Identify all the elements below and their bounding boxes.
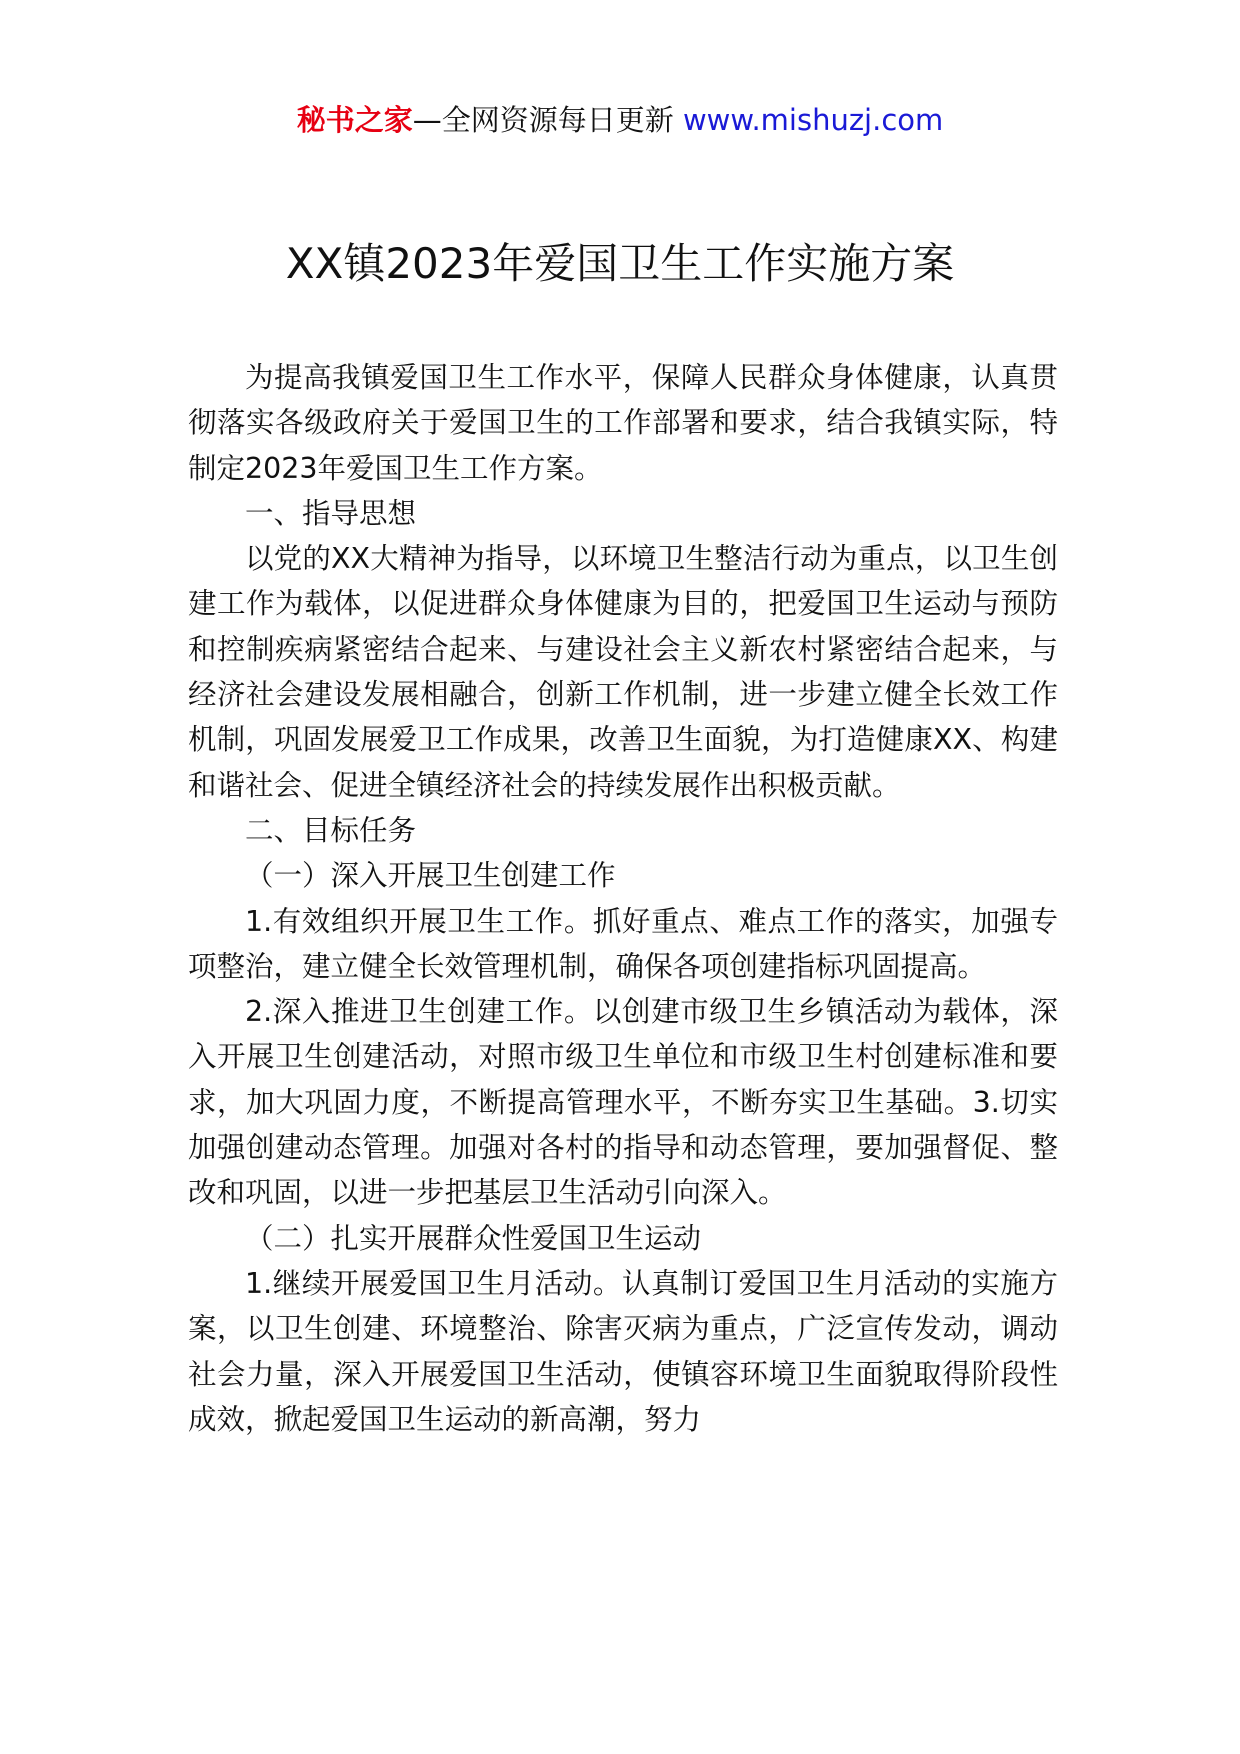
- health-creation-item-1: 1.有效组织开展卫生工作。抓好重点、难点工作的落实，加强专项整治，建立健全长效管理机制，确保各项创建指标巩固提高。: [188, 904, 1058, 983]
- mass-campaign-item-1: 1.继续开展爱国卫生月活动。认真制订爱国卫生月活动的实施方案，以卫生创建、环境整治、除害灭病为重点，广泛宣传发动，调动社会力量，深入开展爱国卫生活动，使镇容环境卫生面貌取得阶段性成效，掀起爱国卫生运动的新高潮，努力: [188, 1266, 1058, 1436]
- document-title: XX镇2023年爱国卫生工作实施方案: [285, 239, 955, 288]
- site-url-link[interactable]: www.mishuzj.com: [682, 103, 944, 137]
- section-heading-guiding-ideology: 一、指导思想: [245, 496, 417, 530]
- guiding-ideology-paragraph: 以党的XX大精神为指导，以环境卫生整洁行动为重点，以卫生创建工作为载体，以促进群众身体健康为目的，把爱国卫生运动与预防和控制疾病紧密结合起来、与建设社会主义新农村紧密结合起来，与经济社会建设发展相融合，创新工作机制，进一步建立健全长效工作机制，巩固发展爱卫工作成果，改善卫生面貌，为打造健康XX、构建和谐社会、促进全镇经济社会的持续发展作出积极贡献。: [188, 542, 1058, 802]
- health-creation-item-2-3: 2.深入推进卫生创建工作。以创建市级卫生乡镇活动为载体，深入开展卫生创建活动，对照市级卫生单位和市级卫生村创建标准和要求，加大巩固力度，不断提高管理水平，不断夯实卫生基础。3.切实加强创建动态管理。加强对各村的指导和动态管理，要加强督促、整改和巩固，以进一步把基层卫生活动引向深入。: [188, 995, 1058, 1210]
- section-heading-goals-tasks: 二、目标任务: [245, 813, 417, 847]
- subsection-heading-mass-campaign: （二）扎实开展群众性爱国卫生运动: [245, 1221, 702, 1255]
- site-brand: 秘书之家: [296, 103, 413, 137]
- site-header: [0, 100, 1240, 140]
- site-slogan: —全网资源每日更新: [412, 103, 683, 137]
- intro-paragraph: 为提高我镇爱国卫生工作水平，保障人民群众身体健康，认真贯彻落实各级政府关于爱国卫生的工作部署和要求，结合我镇实际，特制定2023年爱国卫生工作方案。: [188, 361, 1058, 485]
- document-body: [188, 355, 1058, 1442]
- subsection-heading-health-creation: （一）深入开展卫生创建工作: [245, 859, 616, 893]
